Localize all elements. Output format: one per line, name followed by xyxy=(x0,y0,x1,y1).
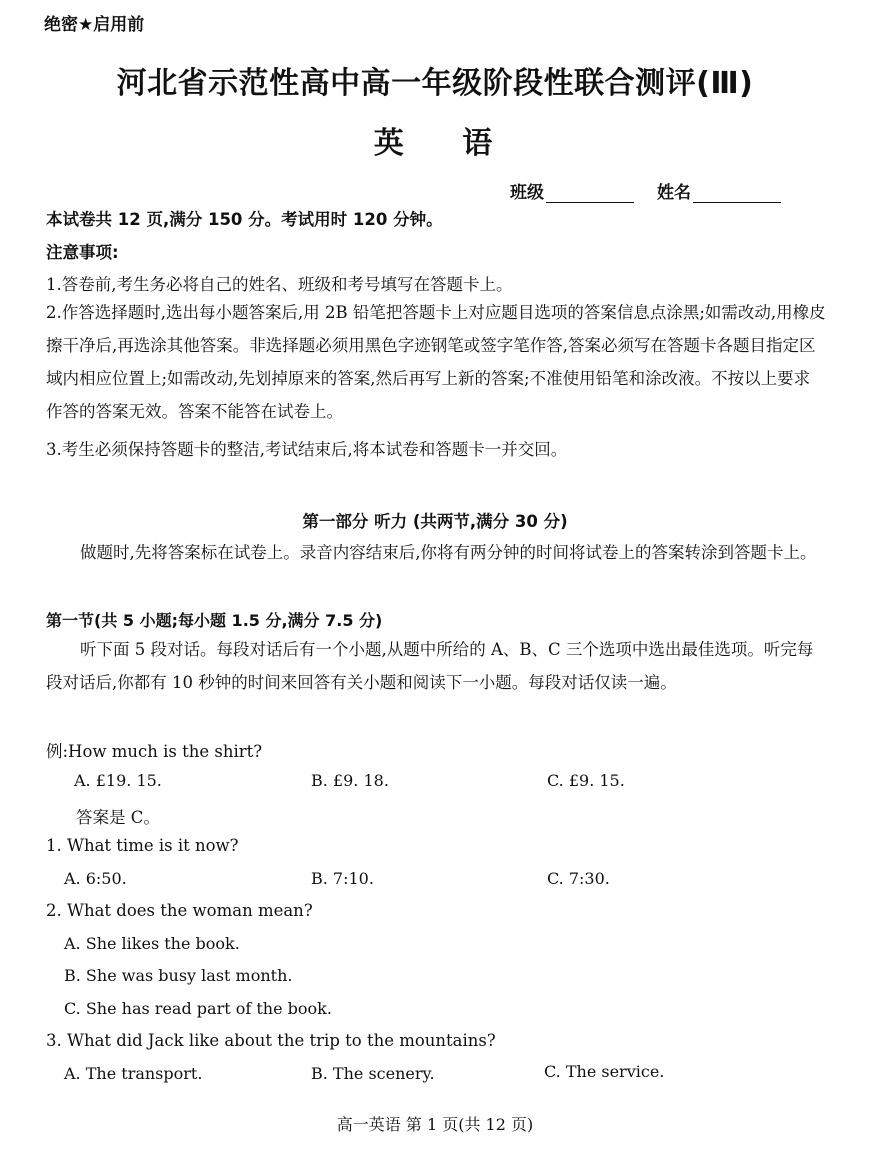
q2-option-b: B. She was busy last month. xyxy=(64,966,293,985)
note-3: 3.考生必须保持答题卡的整洁,考试结束后,将本试卷和答题卡一并交回。 xyxy=(46,440,568,459)
name-label: 姓名 xyxy=(657,183,691,203)
q1-option-b: B. 7:10. xyxy=(311,869,374,888)
section1-title: 第一节(共 5 小题;每小题 1.5 分,满分 7.5 分) xyxy=(46,611,383,630)
part1-title: 第一部分 听力 (共两节,满分 30 分) xyxy=(302,512,568,531)
exam-title: 河北省示范性高中高一年级阶段性联合测评(Ⅲ) xyxy=(116,66,754,101)
secret-mark: 绝密★启用前 xyxy=(44,15,145,35)
example-option-b: B. £9. 18. xyxy=(311,771,389,790)
name-field xyxy=(657,178,781,203)
class-blank xyxy=(546,184,634,203)
q3-option-b: B. The scenery. xyxy=(311,1064,435,1083)
question-3: 3. What did Jack like about the trip to the mountains? xyxy=(46,1031,496,1050)
subject-title: 英 语 xyxy=(373,126,517,161)
name-blank xyxy=(693,184,781,203)
note-2: 2.作答选择题时,选出每小题答案后,用 2B 铅笔把答题卡上对应题目选项的答案信息点涂黑;如需改动,用橡皮擦干净后,再选涂其他答案。非选择题必须用黑色字迹钢笔或签字笔作答,答案必须写在答题卡各题目指定区域内相应位置上;如需改动,先划掉原来的答案,然后再写上新的答案;不准使用铅笔和涂改液。不按以上要求作答的答案无效。答案不能答在试卷上。 xyxy=(46,303,826,421)
section1-instruction: 听下面 5 段对话。每段对话后有一个小题,从题中所给的 A、B、C 三个选项中选出最佳选项。听完每段对话后,你都有 10 秒钟的时间来回答有关小题和阅读下一小题。每段对话仅读一遍。 xyxy=(46,640,814,692)
q2-option-c: C. She has read part of the book. xyxy=(64,999,332,1018)
question-1: 1. What time is it now? xyxy=(46,836,239,855)
page-footer: 高一英语 第 1 页(共 12 页) xyxy=(336,1115,534,1134)
example-question: 例:How much is the shirt? xyxy=(46,742,263,761)
q2-option-a: A. She likes the book. xyxy=(64,934,240,953)
question-2: 2. What does the woman mean? xyxy=(46,901,313,920)
example-option-a: A. £19. 15. xyxy=(74,771,162,790)
class-label: 班级 xyxy=(510,183,544,203)
class-field xyxy=(510,178,634,203)
q3-option-a: A. The transport. xyxy=(64,1064,203,1083)
q1-option-c: C. 7:30. xyxy=(547,869,610,888)
part1-instruction: 做题时,先将答案标在试卷上。录音内容结束后,你将有两分钟的时间将试卷上的答案转涂到答题卡上。 xyxy=(80,543,817,562)
q3-option-c: C. The service. xyxy=(544,1062,665,1081)
q1-option-a: A. 6:50. xyxy=(64,869,127,888)
exam-info: 本试卷共 12 页,满分 150 分。考试用时 120 分钟。 xyxy=(46,210,443,229)
example-option-c: C. £9. 15. xyxy=(547,771,625,790)
notes-title: 注意事项: xyxy=(46,243,119,262)
note-1: 1.答卷前,考生务必将自己的姓名、班级和考号填写在答题卡上。 xyxy=(46,275,513,294)
example-answer: 答案是 C。 xyxy=(76,808,160,827)
